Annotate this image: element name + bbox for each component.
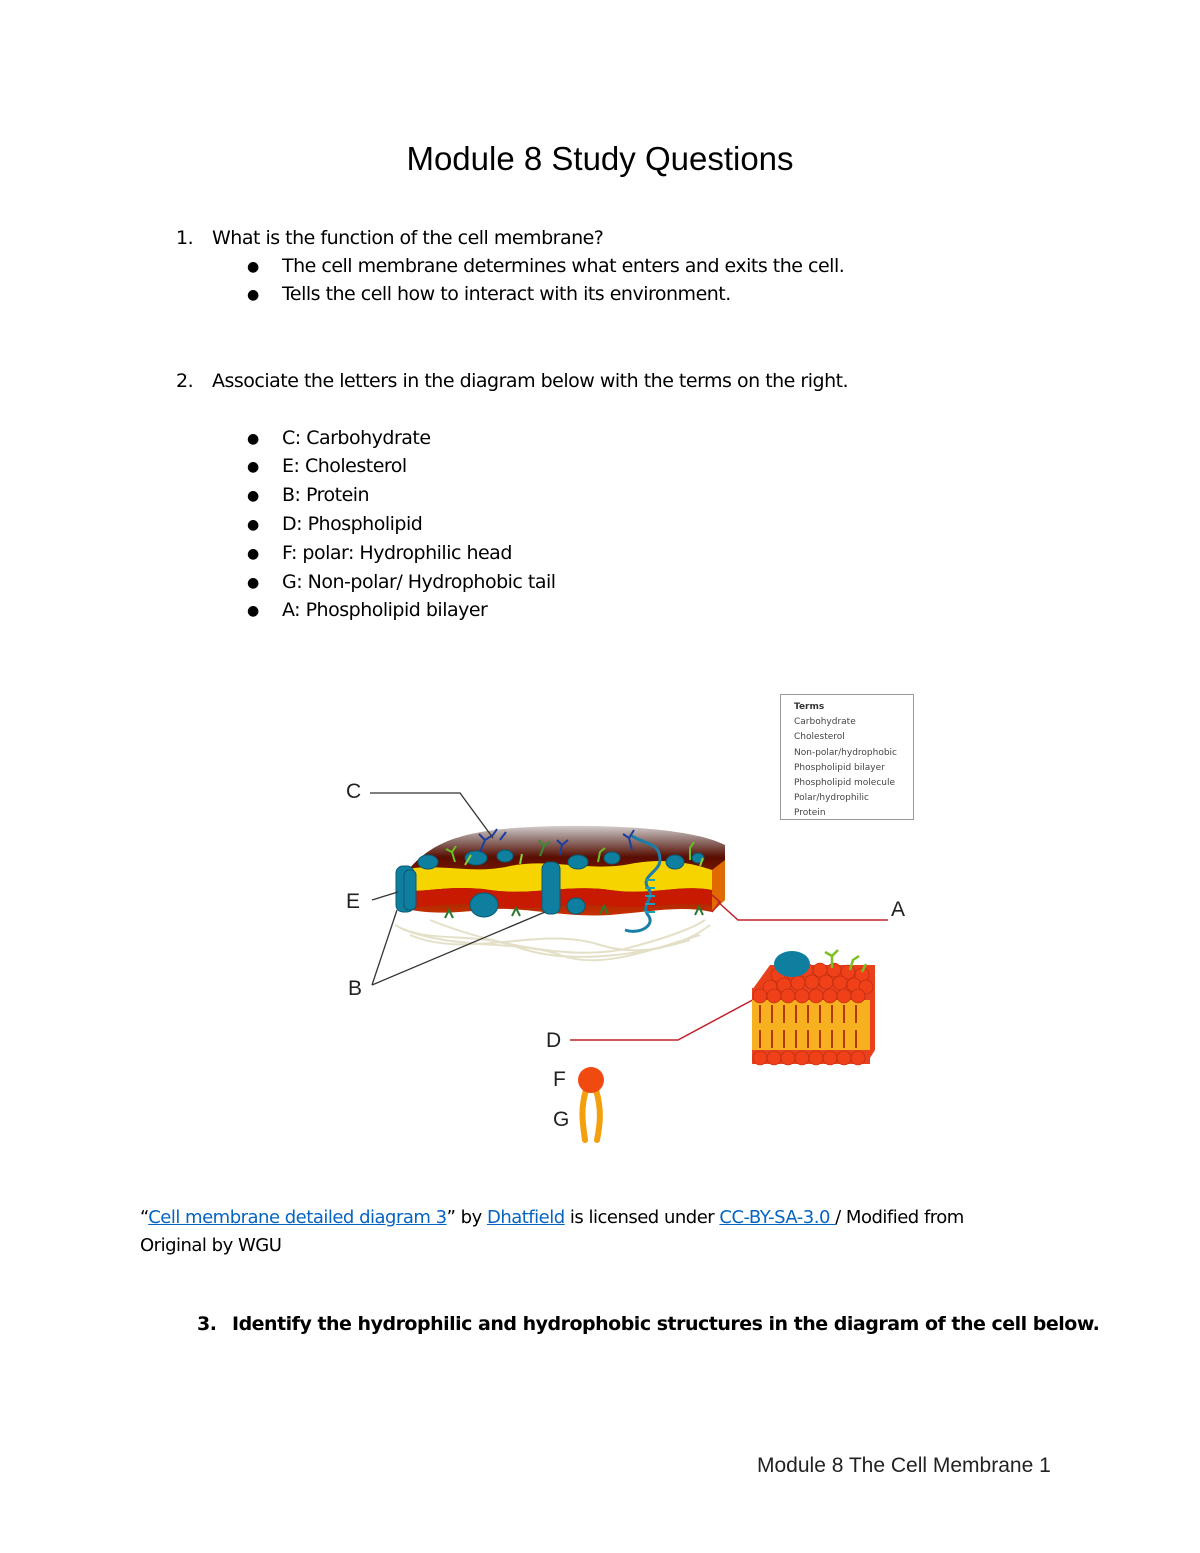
q1-answer-2: Tells the cell how to interact with its environment. — [282, 283, 731, 305]
license-link[interactable]: CC-BY-SA-3.0 — [719, 1207, 836, 1228]
cell-membrane-diagram — [330, 780, 950, 1160]
attribution-line-2: Original by WGU — [140, 1235, 282, 1256]
page-title: Module 8 Study Questions — [406, 140, 794, 177]
bullet-icon: ● — [247, 517, 259, 533]
cytoskeleton-fibers — [395, 920, 710, 960]
by-text: ” by — [446, 1207, 487, 1228]
bullet-icon: ● — [247, 603, 259, 619]
label-e: E — [346, 890, 361, 913]
bullet-icon: ● — [247, 287, 259, 303]
term-item: Phospholipid bilayer — [794, 762, 885, 773]
membrane-slab — [400, 826, 725, 916]
question-1-number: 1. — [176, 227, 194, 249]
bullet-icon: ● — [247, 459, 259, 475]
label-a: A — [891, 898, 906, 921]
phospholipid-cube — [752, 950, 875, 1065]
label-c: C — [346, 780, 362, 803]
q2-answer-1: C: Carbohydrate — [282, 427, 431, 449]
term-item: Non-polar/hydrophobic — [794, 747, 897, 758]
q2-answer-4: D: Phospholipid — [282, 513, 423, 535]
q2-answer-5: F: polar: Hydrophilic head — [282, 542, 512, 564]
modified-text: / Modified from — [835, 1207, 964, 1228]
q2-answer-3: B: Protein — [282, 484, 370, 506]
terms-heading: Terms — [794, 702, 825, 712]
question-2-text: Associate the letters in the diagram below with the terms on the right. — [212, 370, 849, 392]
label-f: F — [553, 1068, 566, 1091]
label-b: B — [348, 977, 363, 1000]
licensed-text: is licensed under — [564, 1207, 720, 1228]
question-3-text: Identify the hydrophilic and hydrophobic structures in the diagram of the cell below. — [232, 1313, 1100, 1335]
term-item: Carbohydrate — [794, 717, 856, 728]
q2-answer-2: E: Cholesterol — [282, 455, 407, 477]
term-item: Cholesterol — [794, 732, 845, 743]
page-footer: Module 8 The Cell Membrane 1 — [757, 1454, 1051, 1477]
bullet-icon: ● — [247, 431, 259, 447]
q1-answer-1: The cell membrane determines what enters and exits the cell. — [282, 255, 845, 277]
bullet-icon: ● — [247, 259, 259, 275]
single-phospholipid — [578, 1067, 604, 1140]
term-item: Protein — [794, 808, 826, 819]
term-item: Phospholipid molecule — [794, 778, 896, 789]
q2-answer-7: A: Phospholipid bilayer — [282, 599, 488, 621]
attribution-line-1 — [140, 1204, 964, 1232]
open-quote: “ — [140, 1207, 149, 1228]
question-2-number: 2. — [176, 370, 194, 392]
bullet-icon: ● — [247, 546, 259, 562]
bullet-icon: ● — [247, 488, 259, 504]
q2-answer-6: G: Non-polar/ Hydrophobic tail — [282, 571, 556, 593]
label-g: G — [553, 1108, 570, 1131]
question-1-text: What is the function of the cell membrane? — [212, 227, 604, 249]
question-3-number: 3. — [197, 1313, 217, 1335]
label-d: D — [546, 1029, 562, 1052]
diagram-source-link[interactable]: Cell membrane detailed diagram 3 — [148, 1207, 447, 1228]
bullet-icon: ● — [247, 575, 259, 591]
author-link[interactable]: Dhatfield — [486, 1207, 565, 1228]
term-item: Polar/hydrophilic — [794, 793, 869, 804]
